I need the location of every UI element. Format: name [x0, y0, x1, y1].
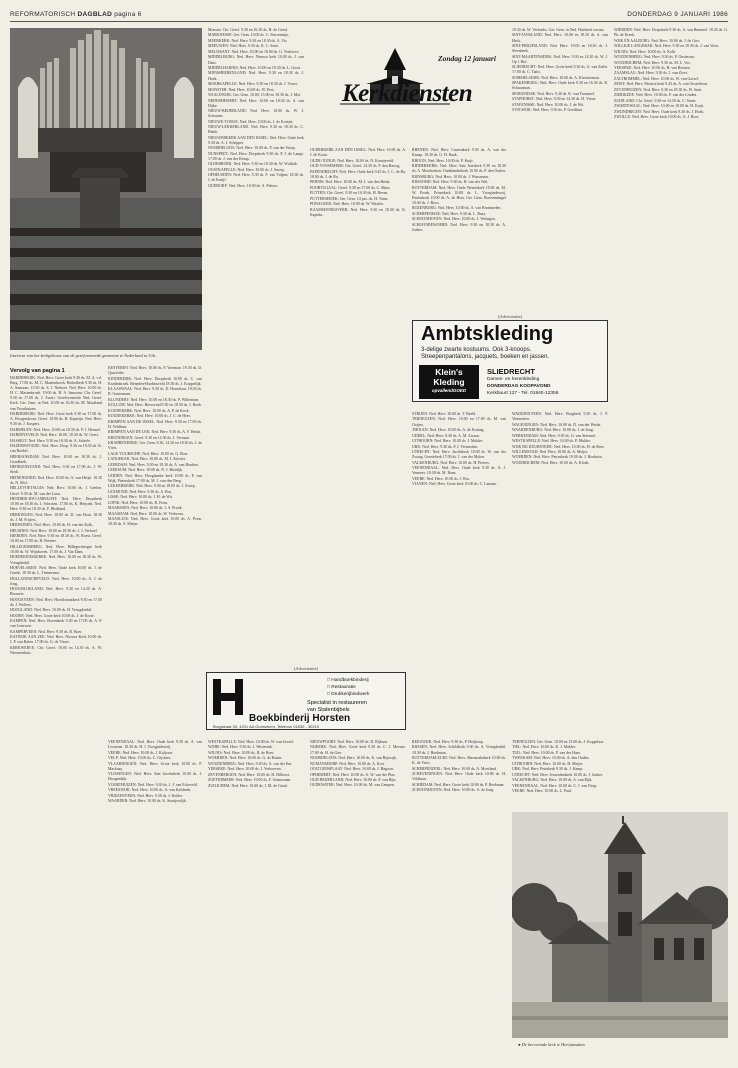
listing: YERSEKE: Ned. Herv. 10.00 ds. H. van Reenen. [614, 66, 691, 70]
listing: RHENEN: Ned. Herv. Cunerakerk 9.30 ds. A. van der Knaap. 18.30 ds. G. H. Baak. [412, 148, 506, 158]
continued-subhead: Vervolg van pagina 1 [10, 368, 65, 374]
bullet-icon: ● [518, 1042, 522, 1047]
listing: PAPENDRECHT: Ned. Herv. Oude kerk 9.45 ds. J. C. de Ru. 18.00 ds. J. de Ru. [310, 169, 406, 179]
listing: OUD-BEIJERLAND: Ned. Herv. 10.00 ds. F. van Rijn. [310, 778, 397, 782]
listing: VEENENDAAL: Ned. Herv. Oude kerk 9.30 ds. A. van Leeuwen. 18.30 ds. H. J. Vroegindeweij. [108, 740, 202, 750]
listing: ROZENBURG: Ned. Herv. 10.00 ds. A. van Brummelen. [412, 206, 502, 211]
listing: KLAASWAAL: Ned. Herv. 9.30 ds. D. Honselaar. 18.30 ds. B. Gunterman. [108, 387, 202, 397]
listing: OUDDORP: Ned. Herv. 10.00 ds. A. Pieters. [208, 183, 278, 188]
ad-services: □ Handboekbinderij □ Restauratie □ Drukkerijbindwerk [327, 678, 370, 697]
listing: HOOGLAND: Ned. Herv. 10.00 ds. H. Vreugdenhil. [10, 608, 92, 613]
column-7 [412, 412, 506, 732]
listing: LOPIK: Ned. Herv. 10.00 ds. B. Prins. [108, 500, 169, 505]
listing: SCHOONREWOERD: Ned. Herv. 9.30 en 18.30 ds. A. Jonker. [412, 222, 506, 232]
listing: UTRECHT: Ned. Herv. Jacobikerk 10.00 ds. W. van der Zwaag. Geertekerk 17.00 ds. J. van der Molen. [412, 450, 506, 460]
ad-info-1: Dames- en herenkleding [487, 377, 540, 382]
listing: NUNSPEET: Ned. Herv. Dorpskerk 9.30 ds. P. J. de Lange. 17.00 ds. J. van der Kemp. [208, 151, 304, 161]
page-header [10, 8, 728, 22]
listing: HOOGBLOKLAND: Ned. Herv. 9.30 en 14.30 ds. A. Brouwer. [10, 587, 102, 597]
listing: WIJK BIJ DUURSTEDE: Ned. Herv. 10.00 ds. H. de Boer. [512, 444, 605, 449]
ad-line-2: Streepenpantalons, jacquets, boeken en jassen. [421, 354, 550, 360]
listing: RIJSSEN: Ned. Herv. Schildkerk 9.30 ds. A. Vreugdenhil. 18.30 ds. J. Hoekman. [412, 745, 506, 755]
listing: LEKKERKERK: Ned. Herv. 9.30 en 18.00 ds. J. Zwiep. [108, 484, 196, 489]
listing: NIEUWERKERK AAN DEN IJSSEL: Ned. Herv. Oude kerk 9.30 ds. A. J. Schipper. [208, 135, 304, 145]
listing: SINT-JANSLAND: Ned. Herv. 10.00 en 18.30 ds. A. van Heck. [512, 33, 608, 43]
listing: OPHEUSDEN: Ned. Herv. 9.30 ds. F. van Vulpen. 18.30 ds. J. de Kruijf. [208, 173, 304, 183]
kerkdiensten-title: Kerkdiensten [342, 80, 473, 107]
listing: KESTEREN: Ned. Herv. 10.00 ds. P. Voetman. 19.30 ds. D. Quarteiler. [108, 366, 202, 376]
column-3 [208, 28, 304, 656]
ad-address: Burgstraat 33, 4201 AA Gorinchem, Telefoon 01830 - 30219 [213, 724, 319, 729]
listing: SPIJKENISSE: Ned. Herv. 9.30 ds. K. van Trommel. [512, 91, 595, 96]
listing: SCHERPENISSE: Ned. Herv. 9.30 ds. L. Baay. [412, 211, 487, 216]
listing: ROTTERDAM-ZUID: Ned. Herv. Maranathakerk 10.00 ds. K. de Vries. [412, 756, 506, 766]
listing: LEERSUM: Ned. Herv. 10.00 ds. N. J. Rietdijk. [108, 468, 183, 473]
listing: HEERJANSDAM: Ned. Herv. 10.00 en 18.30 ds. J. Goudbeek. [10, 454, 102, 464]
listing: VLISSINGEN: Ned. Herv. Sint Jacobskerk 10.00 ds. J. Hoogendijk. [108, 772, 202, 782]
listing: WILLIGE LANGERAK: Ned. Herv. 9.30 en 18.30 ds. J. van Veen. [614, 44, 719, 49]
listing: KOUDEKERKE: Ned. Herv. 10.00 ds. J. C. de Heer. [108, 414, 191, 419]
listing: WOUDRICHEM: Ned. Herv. 9.30 ds. M. L. Vos. [614, 60, 691, 65]
listing: LISSE: Ned. Herv. 10.00 ds. J. H. de Wit. [108, 495, 173, 500]
listing: WESTKAPELLE: Ned. Herv. 10.00 ds. W. van Gorsel. [208, 740, 295, 744]
header-left [10, 11, 142, 18]
listing: HILLEGERSBERG: Ned. Herv. Hillegersbergse kerk 10.00 ds. W. Wijnhoven. 17.00 ds. J. Van Dam. [10, 544, 102, 554]
listing: STRIJEN: Ned. Herv. 10.00 ds. T. Beeld. [412, 412, 477, 416]
listing: WOUDENBERG: Ned. Herv. 9.30 ds. P. Oosterom. [614, 55, 695, 60]
column-4 [310, 148, 406, 656]
header-page-number: pagina 6 [114, 11, 142, 18]
listing: ZALTBOMMEL: Ned. Herv. 10.00 ds. W. van Gorsel. [614, 76, 699, 81]
listing: KERKWERVE: Chr. Geref. 10.00 en 14.30 ds. A. W. Nieuwenhuis. [10, 645, 102, 656]
listing: HOLLANDSCHEVELD: Ned. Herv. 10.00 ds. A. J. de Jong. [10, 576, 102, 586]
listing: 18.30 ds. W. Verhoeks. Ger. Gem. in Ned. Huiskerk vacant. [512, 28, 605, 32]
listing: TUIL: Ned. Herv. 10.00 ds. P. van der Ham. [512, 750, 581, 755]
listing: SINT-PHILIPSLAND: Ned. Herv. 10.00 en 18.30 ds. J. Steenbeek. [512, 44, 608, 54]
listing: OUDE-TONGE: Ned. Herv. 10.00 ds. N. Kraaijeveld. [310, 158, 395, 163]
column-1 [10, 366, 102, 806]
listing: ZWARTEWAAL: Ned. Herv. 10.00 en 18.00 ds. H. Kuijt. [614, 104, 704, 109]
listing: VREESWIJK: Ned. Herv. 10.00 ds. A. van Kalsbeek. [108, 788, 192, 793]
listing: YERSEKE: Ned. Herv. 10.00 ds. J. Verhoeven. [208, 767, 282, 772]
listing: WIJHE: Ned. Herv. 9.30 ds. J. Westerink. [208, 745, 273, 750]
listing: KAMPERVEEN: Ned. Herv. 9.30 ds. B. Boer. [10, 629, 83, 634]
listing: NIEUWPOORT: Ned. Herv. 10.00 ds. H. Rijksen. [310, 740, 388, 744]
ambtskleding-ad [412, 314, 608, 402]
listing: MELISSANT: Ned. Herv. 10.00 en 18.00 ds. G. Verhoeve. [208, 49, 300, 54]
listing: TERNEUZEN: Ger. Gem. 10.00 en 15.00 ds. J. Koppelaar. [512, 740, 604, 744]
listing: WOERDEN: Ned. Herv. Petruskerk 10.00 ds. J. Hoekstra. [512, 455, 603, 460]
listing: OOLTGENSPLAAT: Ned. Herv. 10.00 ds. J. Hagoort. [310, 767, 395, 772]
listing: UITHOORN: Ned. Herv. 10.00 ds. H. Meijer. [512, 761, 584, 766]
column-2b [208, 740, 304, 1060]
listing: NIJKERK: Ned. Herv. Grote kerk 9.30 ds. C. J. Meeuse. 17.00 ds. H. de Gier. [310, 745, 406, 755]
listing: NOORDELOOS: Ned. Herv. 10.00 ds. K. van Rijswijk. [310, 756, 397, 761]
listing: ZEIST: Ned. Herv. Nieuwe kerk 9.45 ds. A. van Oosterhout. [614, 82, 708, 87]
listing: WILNIS: Ned. Herv. 10.00 ds. B. de Boer. [208, 750, 275, 755]
listing: HOORN: Ned. Herv. Grote kerk 10.00 ds. J. de Korte. [10, 613, 95, 618]
listing: WIJK EN AALBURG: Ned. Herv. 10.00 ds. J. de Gier. [614, 38, 700, 43]
listing: MOERKAPELLE: Ned. Herv. 9.30 en 18.30 ds. J. Visser. [208, 82, 298, 87]
column-1b [108, 740, 202, 1060]
listing: MAASLUIS: Ned. Herv. Grote kerk 10.00 ds. A. Prins. 18.30 ds. S. Meijer. [108, 517, 202, 527]
listing: POORTUGAAL: Geref. 9.30 en 17.00 ds. C. Maas. [310, 185, 391, 190]
listing: HEINENOORD: Ned. Herv. 10.00 ds. A. van Heijst. 18.30 ds. N. Mol. [10, 475, 102, 485]
listing: WILNIS: Ned. Herv. 10.00 ds. A. Kolk. [614, 49, 676, 54]
ad-info-2: DONDERDAG KOOPAVOND [487, 384, 551, 389]
listing: HIERDEN: Ned. Herv. 9.30 en 18.30 ds. W. Roest. Geref. 10.00 en 17.00 ds. H. Bremer. [10, 534, 102, 544]
listing: ZIERIKZEE: Ned. Herv. 10.00 ds. P. van der Linden. [614, 93, 698, 98]
column-3b [310, 740, 406, 1060]
listing: VEERE: Ned. Herv. 10.00 ds. J. Bos. [412, 476, 471, 481]
listing: OOSTKAPELLE: Ned. Herv. 10.00 ds. J. Snoep. [208, 167, 285, 172]
listing: Monster. Chr. Geref. 9.30 en 16.30 ds. H. de Graaf. [208, 28, 288, 32]
listing: WOUDENBERG: Ned. Herv. 9.30 ds. A. van der Ent. [208, 761, 293, 766]
listing: SCHOONHOVEN: Ned. Herv. 10.00 ds. J. Verhagen. [412, 217, 496, 222]
listing: NUMANSDORP: Ned. Herv. 10.00 ds. A. Kort. [310, 761, 385, 766]
listing: NIEUW-BEIJERLAND: Ned. Herv. 10.00 ds. W. J. Schouten. [208, 109, 304, 119]
ad-title: Ambtskleding [421, 323, 554, 345]
listing: SINT-MAARTENSDIJK: Ned. Herv. 9.30 en 14.30 ds. W. J. Op 't Hof. [512, 54, 608, 64]
listing: WAARDENBURG: Ned. Herv. 10.00 ds. J. de Jong. [512, 428, 594, 433]
listing: THOLEN: Ned. Herv. 10.00 ds. A. de Koning. [412, 428, 485, 433]
listing: MIDDELHARNIS: Ned. Herv. 10.00 en 18.30 ds. L. Groot. [208, 66, 302, 70]
listing: KRABBENDIJKE: Ger. Gem. 9.30, 14.30 en 18.30 ds. J. de Vries. [108, 441, 202, 451]
listing: ROTTERDAM: Ned. Herv. Oude Westerkerk 10.00 ds. M. W. Pronk. Prinsekerk 10.00 ds. L. Vroegindeweij. Pauluskerk 10.00 ds. A. de Heer. Ger. Gem. Boezemsingel 10.00 ds. J. Roos. [412, 185, 506, 205]
listing: RAAMSDONKSVEER: Ned. Herv. 9.30 en 18.30 ds. K. Kaptein. [310, 207, 406, 217]
listing: LANGERAK: Ned. Herv. 10.00 ds. M. J. Kieviet. [108, 457, 186, 462]
listing: MIJNSHEERENLAND: Ned. Herv. 9.30 en 18.30 ds. J. Hoek. [208, 71, 304, 81]
listing: URK: Ned. Herv. Petrakerk 9.30 ds. J. Kamp. [512, 767, 584, 772]
listing: KRIMPEN AAN DE IJSSEL: Ned. Herv. 9.30 en 17.00 ds. H. Veldhuis. [108, 419, 202, 429]
listing: TERNEUZEN: Ned. Herv. 10.00 en 17.00 ds. M. van Ooijen. [412, 417, 506, 427]
listing: HOEDEKENSKERKE: Ned. Herv. 10.00 en 18.30 ds. W. Vreugdenhil. [10, 555, 102, 565]
header-title: DAGBLAD [77, 11, 113, 18]
listing: VALKENBURG: Ned. Herv. 10.00 ds. A. van Dijk. [512, 778, 593, 783]
listing: ZWIJNDRECHT: Ned. Herv. Oude kerk 9.30 ds. J. Hoek. [614, 109, 705, 114]
listing: UTRECHT: Ned. Herv. Jeruzalemkerk 10.00 ds. J. Jonker. [512, 772, 604, 777]
listing: VEENENDAAL: Ned. Herv. Oude kerk 9.30 ds. A. J. Vermeer. 18.30 ds. M. Baan. [412, 466, 506, 476]
listing: WIERDEN: Ned. Herv. Dorpskerk 9.30 ds. A. van Bemmel. 18.45 ds. G. Ph. de Kreek. [614, 28, 728, 38]
listing: TWEEKAM: Ned. Herv. 10.00 ds. A. den Ouden. [512, 756, 590, 761]
listing: KLUNDERT: Ned. Herv. 10.00 en 18.30 ds. P. Willemsen. [108, 397, 200, 402]
header-prefix: REFORMATORISCH [10, 11, 76, 18]
column-8 [512, 412, 608, 732]
boekbinderij-logo-icon [213, 679, 243, 715]
listing: ZWOLLE: Ned. Herv. Grote kerk 10.00 ds. A. J. Boer. [614, 115, 700, 120]
listing: VEENENDAAL: Ned. Herv. 10.00 ds. C. J. van Dorp. [512, 783, 598, 788]
newspaper-page [10, 8, 728, 1060]
listing: ZAAMSLAG: Ned. Herv. 9.30 ds. J. van Zwet. [614, 71, 688, 76]
listing: HERKINGEN: Ned. Herv. 10.00 ds. D. van Hout. 18.30 ds. J. M. Frijters. [10, 512, 102, 522]
exterior-caption-text: De hervormde kerk te Heerjansdam [521, 1042, 585, 1047]
listing: HELLEVOETSLUIS: Ned. Herv. 10.00 ds. J. Geelen. Geref. 9.30 ds. M. van der Laan. [10, 486, 102, 496]
exterior-photo-caption [518, 1042, 728, 1047]
listing: KINDERDIJK: Ned. Herv. Dorpskerk 10.00 ds. C. van Kradenbroek. Beneden-Hardinxveld 18.30 ds. J. Koppedijk. [108, 376, 202, 386]
listing: URK: Ned. Herv. 9.30 ds. P. J. Vermeulen. [412, 444, 479, 449]
listing: NOORDELOOS: Ned. Herv. 10.00 ds. P. van der Stoep. [208, 146, 296, 151]
listing: PIJNACKER: Ned. Herv. 10.00 ds. W. Waalen. [310, 202, 384, 207]
listing: MAASDAM: Ned. Herv. 10.00 ds. W. Verboom. [108, 511, 184, 516]
listing: VEERE: Ned. Herv. 10.00 ds. J. Kaljouw. [108, 750, 174, 755]
listing: MAARSSEN: Ned. Herv. 10.00 ds. J. A. Pronk. [108, 506, 183, 511]
ad-brand-logo: Klein's Kleding opvallendGOED [419, 365, 479, 399]
listing: RHOON: Ned. Herv. 10.00 ds. P. Kuijt. [412, 158, 474, 163]
listing: MIDDELBURG: Ned. Herv. Nieuwe kerk 10.00 ds. J. van Dam. [208, 55, 304, 65]
column-2 [108, 366, 202, 656]
listing: SPAKENBURG: Ned. Herv. Oude kerk 9.30 en 16.30 ds. B. Schuurman. [512, 81, 608, 91]
interior-photo-caption: Interieur van het kerkgebouw van de gereformeerde gemeente te Nederland in Urk. [10, 353, 157, 358]
listing: KAMPEN: Ned. Herv. Bovenkerk 9.30 en 17.00 ds. A. P. van Leeuwen. [10, 619, 102, 629]
header-date: DONDERDAG 9 JANUARI 1986 [627, 11, 728, 18]
listing: SOMMELSDIJK: Ned. Herv. 10.00 ds. A. Kloosterman. [512, 75, 600, 80]
listing: ZEVENHUIZEN: Ned. Herv. 9.30 en 18.30 ds. W. Smit. [614, 87, 703, 92]
listing: RIDDERKERK: Ned. Herv. Sint Joriskerk 9.30 en 18.30 ds. A. Moerkerken. Oudelandsekerk 10.00 ds. P. den Ouden. [412, 164, 506, 174]
listing: KATWIJK AAN ZEE: Ned. Herv. Nieuwe Kerk 10.00 ds. J. P. van Balen. 17.00 ds. G. de Visser. [10, 635, 102, 645]
column-6 [512, 28, 608, 308]
listing: LEXMOND: Ned. Herv. 9.30 ds. A. Bos. [108, 489, 173, 494]
listing: NIEUW-LEKKERLAND: Ned. Herv. 9.30 en 18.30 ds. C. Blenk. [208, 125, 304, 135]
boekbinderij-ad [206, 666, 406, 730]
listing: KOUDEKERK: Ned. Herv. 10.00 ds. A. P. de Kock. [108, 408, 190, 413]
listing: HOEVELAKEN: Ned. Herv. Oude kerk 10.00 ds. J. de Goede. 18.30 ds. L. Tiemersma. [10, 566, 102, 576]
listing: ZUIDLAND: Chr. Geref. 9.30 en 14.30 ds. C. Smits. [614, 98, 697, 103]
column-5 [412, 148, 506, 308]
listing: VLAARDINGEN: Ned. Herv. Grote kerk 10.00 ds. P. Mackaay. [108, 761, 202, 771]
listing: PUTTERSHOEK: Ger. Gem. 14 pas. ds. H. Tanis. [310, 196, 389, 201]
listing: STAPHORST: Ned. Herv. 9.30 en 14.30 ds. H. Visser. [512, 97, 597, 102]
listing: HARDERWIJK: Ned. Herv. Grote kerk 9.30 en 17.00 ds. A. Hoogendoorn. Geref. 10.00 ds. H. Kapteijn. Ned. Herv. 9.30 ds. J. Kaspers. [10, 412, 102, 427]
listing: RIJNSBURG: Ned. Herv. 10.00 ds. J. Wassenaar. [412, 174, 489, 179]
listing: ZOETERMEER: Ned. Herv. 10.00 ds. F. Schuurman. [208, 778, 292, 783]
column-5b [512, 740, 608, 800]
listing: KRIMPEN AAN DE LEK: Ned. Herv. 9.30 ds. A. F. Heida. [108, 430, 202, 435]
listing: PERNIS: Ned. Herv. 10.00 ds. M. J. van den Brink. [310, 180, 391, 185]
listing: HARDINXVELD: Ned. Herv. 10.00, 18.30 ds. W. Geert. [10, 433, 99, 438]
listing: OUDEWATER: Ned. Herv. 10.00 ds. M. van Campen. [310, 783, 395, 788]
listing: HARMELEN: Ned. Herv. 10.00 en 18.30 ds. P. J. Hermel. [10, 427, 101, 432]
listing: HOOGEVEEN: Ned. Herv. Hoofdstraatkerk 9.30 en 17.00 ds. J. Wolters. [10, 597, 102, 607]
listing: MEEUWEN: Ned. Herv. 9.30 ds. K. C. Smit. [208, 44, 279, 49]
listing: OUDERKERK AAN DEN IJSSEL: Ned. Herv. 10.00 ds. A. J. de Korte. [310, 148, 406, 158]
listing: HEUSDEN: Ned. Herv. 10.00 en 18.30 ds. J. J. Verhoef. [10, 528, 98, 533]
listing: SCHERPENZEEL: Ned. Herv. 10.00 ds. A. Moerland. [412, 766, 498, 771]
listing: LEIDEN: Ned. Herv. Hooglandse kerk 10.00 ds. P. van Wijk. Pieterskerk 17.00 ds. M. J. van den Berg. [108, 473, 202, 483]
listing: UDDEL: Ned. Herv. 9.30 ds. A. M. Zwaan. [412, 433, 480, 438]
listing: NIEUWE-TONGE: Ned. Herv. 10.00 ds. J. de Koeijer. [208, 119, 294, 124]
listing: WOERDEN: Ned. Herv. 10.00 ds. G. de Ruiter. [208, 756, 283, 761]
listing: HEINKENSZAND: Ned. Herv. 9.30 en 17.00 ds. J. W. Sterk. [10, 465, 102, 475]
listing: WADDINXVEEN: Ned. Herv. Brugkerk 9.30 ds. J. P. Vermeulen. [512, 412, 608, 422]
listing: HERWIJNEN: Ned. Herv. 10.00 ds. H. van der Kolk. [10, 523, 94, 528]
listing: WAGENINGEN: Ned. Herv. 10.00 ds. D. van der Weide. [512, 422, 602, 427]
church-interior-photo [10, 28, 202, 350]
listing: WILLEMSTAD: Ned. Herv. 10.00 ds. A. Meijer. [512, 450, 589, 454]
ad-town: SLIEDRECHT [487, 367, 535, 376]
listing: HENDRIK-IDO-AMBACHT: Ned. Herv. Dorpskerk 10.00 en 18.30 ds. J. Schroten. 17.00 ds. K. Heijstek. Ned. Herv. 9.30 en 18.30 ds. F. Blokland. [10, 497, 102, 512]
column-4b [412, 740, 506, 1060]
listing: UITHOORN: Ned. Herv. 10.00 ds. J. Mulder. [412, 439, 484, 444]
ad-line-1: 3-delige zwarte kostuums. Ook 3-knoops. [421, 347, 532, 353]
listing: PUTTEN: Chr. Geref. 9.30 en 16.30 ds. H. Beens. [310, 191, 389, 196]
listing: MARKNESSE: Ger. Gem. 10.00 ds. C. Sterrenstijn. [208, 33, 290, 38]
ad-label: (Advertentie) [497, 314, 523, 319]
listing: SCHIEDAM: Ned. Herv. Grote kerk 10.00 ds. P. Beekman. [412, 782, 505, 787]
listing: OPHEMERT: Ned. Herv. 10.00 ds. A. W. van der Plas. [310, 772, 396, 777]
listing: KOLLUM: Ned. Herv. Hervormd 9.30 en 18.30 ds. J. Hoek. [108, 403, 202, 408]
listing: TIEL: Ned. Herv. 10.00 ds. K. J. Mulder. [512, 745, 576, 750]
column-9 [614, 28, 728, 744]
listing: ZUILICHEM: Ned. Herv. 10.00 ds. J. M. de Graaf. [208, 783, 288, 788]
ad-specialist: Specialist in restaureren van Statenbijbels [307, 700, 368, 713]
ad-label: (Advertentie) [293, 666, 319, 671]
listing: KRUININGEN: Geref. 9.30 en 14.30 ds. J. Vermaat. [108, 435, 191, 440]
listing: LEERDAM: Ned. Herv. 9.30 en 18.30 ds. A. van Haaften. [108, 462, 199, 467]
listing: REEUWIJK: Ned. Herv. 9.30 ds. P. Heijkoop. [412, 740, 484, 744]
listing: VOORTHUIZEN: Ned. Herv. 9.30 ds. J. J. van Eckeveld. [108, 782, 198, 787]
listing: HAZERSWOUDE: Ned. Herv. Dorp. 9.30 en 18.30 ds. K. van Roekel. [10, 444, 102, 454]
listing: VRIEZENVEEN: Ned. Herv. 9.30 ds. J. Kelder. [108, 793, 183, 798]
listing: NEDERHEMERT: Ned. Herv. 10.00 en 18.30 ds. A. van Dijke. [208, 98, 304, 108]
listing: OUD-VOSSEMEER: Chr. Geref. 14.30 ds. P. den Hartog. [310, 164, 401, 169]
listing: SCHEVENINGEN: Ned. Herv. Oude kerk 10.00 ds. H. Veldman. [412, 772, 506, 782]
listing: STOLWIJK: Ned. Herv. 9.30 ds. P. Goedhart. [512, 108, 583, 113]
listing: HASSELT: Ned. Herv. 9.30 en 18.30 ds. A. Schiele. [10, 438, 91, 443]
ad-info-3: Kerkbuurt 127 - Tel. 01840-12358 [487, 391, 559, 396]
listing: SLIEDRECHT: Ned. Herv. Grote kerk 9.30 ds. G. van Zielst. 17.00 ds. C. Tanis. [512, 65, 608, 75]
listing: LAGE VUURSCHE: Ned. Herv. 10.00 ds. G. Boer. [108, 451, 189, 456]
listing: MEERKERK: Ned. Herv. 9.30 en 18.30 ds. A. Vis. [208, 38, 288, 43]
listing: WESTKAPELLE: Ned. Herv. 10.00 ds. P. Mulder. [512, 439, 591, 444]
listing: VALKENBURG: Ned. Herv. 10.00 ds. H. Pieters. [412, 460, 490, 465]
listing: STAVENISSE: Ned. Herv. 10.00 ds. J. de Wit. [512, 102, 585, 107]
listing: RIJSOORD: Ned. Herv. 9.30 ds. H. van der Wal. [412, 180, 489, 185]
listing: WAARDER: Ned. Herv. 10.00 ds. K. Stoutjesdijk. [108, 799, 187, 804]
listing: WOUDRICHEM: Ned. Herv. 10.00 ds. A. Kloek. [512, 460, 590, 465]
listing: VELP: Ned. Herv. 10.00 ds. C. Gijsbers. [108, 756, 172, 761]
listing: HARDERWIJK: Ned. Herv. Grote kerk 9.30 ds. M. A. v.d. Berg, 17.00 ds. M. C. Mastenbroek. Bethelkerk 9.30 ds. H. A. Samsom, 10.30 ds. S. J. Nieboer. Ned. Herv. 10.00 ds. H. C. Mastenbroek. 19.00 ds. H. A. Samsom. Chr. Geref. 9.30 en 17.00 ds. J. Zwart. Gereformeerde Ned. Geref. Kerk. Ger. Gem. in Ned. 10.00 en 16.30 ds. M. Maasland van Voorthuizen. [10, 376, 102, 411]
ad-company-name: Boekbinderij Horsten [249, 713, 351, 724]
listing: MONSTER: Ned. Herv. 10.00 ds. W. Post. [208, 87, 275, 92]
listing: OLDEBROEK: Ned. Herv. 9.30 en 18.30 ds. W. Wullink. [208, 162, 298, 167]
kerkdiensten-date: Zondag 12 januari [438, 54, 496, 63]
church-exterior-photo [512, 812, 728, 1038]
listing: VEERE: Ned. Herv. 10.00 ds. L. Paul. [512, 789, 572, 794]
listing: WERKENDAM: Ned. Herv. 9.30 ds. G. van Steensel. [512, 433, 597, 438]
listing: SCHOONHOVEN: Ned. Herv. 10.00 ds. A. de Jong. [412, 788, 495, 793]
listing: NAALDWIJK: Ger. Gem. 10.00, 15.00 en 18.30 ds. J. Mol. [208, 93, 302, 98]
listing: ZEVENBERGEN: Ned. Herv. 10.00 ds. H. Hilhorst. [208, 772, 290, 777]
listing: VIANEN: Ned. Herv. Grote kerk 10.00 ds. C. Lamain. [412, 482, 498, 487]
